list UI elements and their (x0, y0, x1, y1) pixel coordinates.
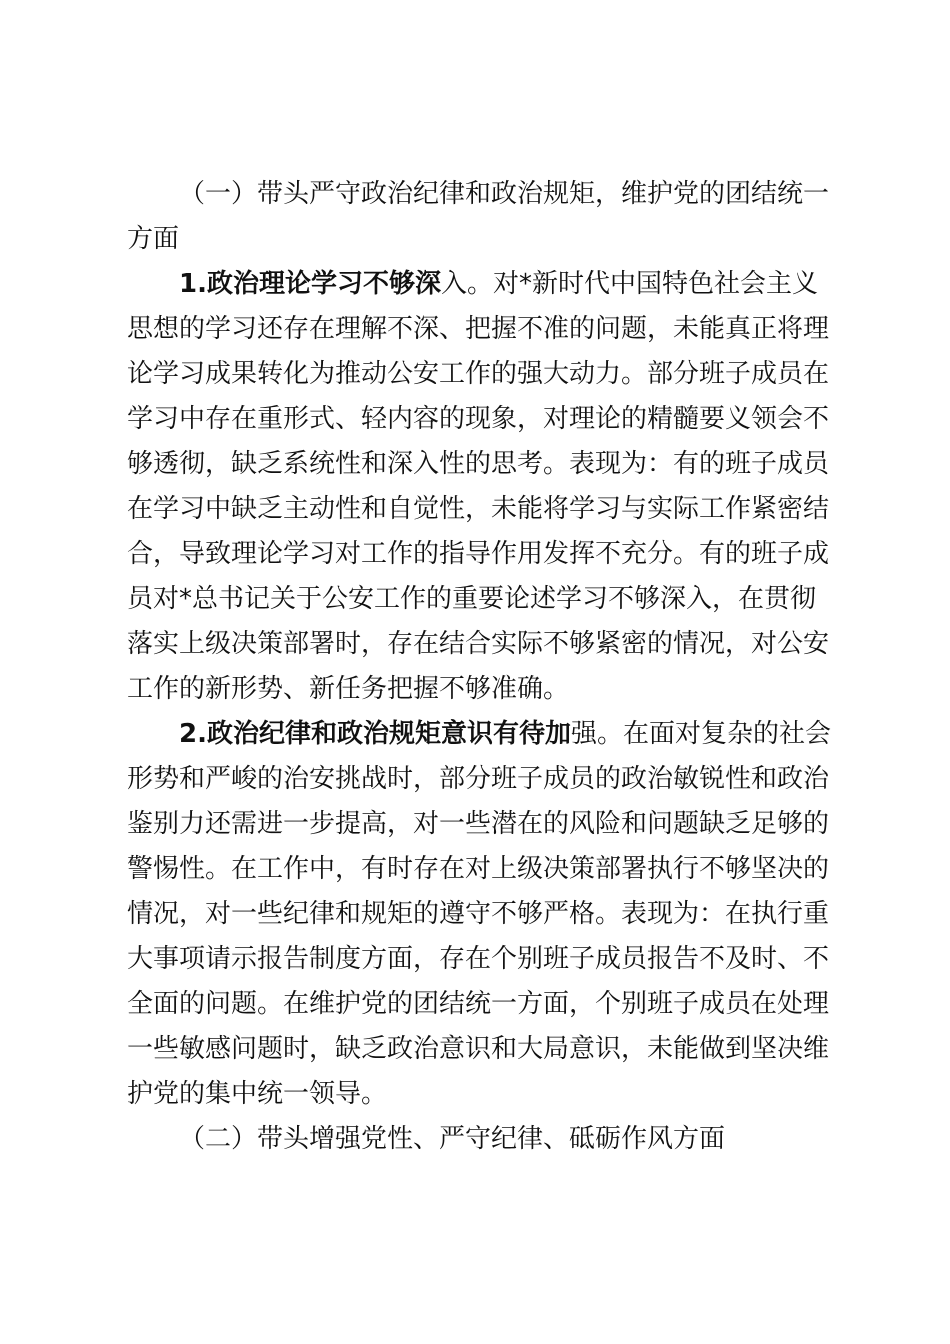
document-body (127, 172, 832, 1162)
item-1-body: 入。对*新时代中国特色社会主义思想的学习还存在理解不深、把握不准的问题，未能真正将理论学习成果转化为推动公安工作的强大动力。部分班子成员在学习中存在重形式、轻内容的现象，对理论的精髓要义领会不够透彻，缺乏系统性和深入性的思考。表现为：有的班子成员在学习中缺乏主动性和自觉性，未能将学习与实际工作紧密结合，导致理论学习对工作的指导作用发挥不充分。有的班子成员对*总书记关于公安工作的重要论述学习不够深入，在贯彻落实上级决策部署时，存在结合实际不够紧密的情况，对公安工作的新形势、新任务把握不够准确。 (127, 269, 830, 704)
section-heading-2: （二）带头增强党性、严守纪律、砥砺作风方面 (179, 1124, 726, 1154)
section-heading-1: （一）带头严守政治纪律和政治规矩，维护党的团结统一方面 (127, 179, 830, 254)
paragraph-item-2 (127, 712, 832, 1117)
item-2-body: 强。在面对复杂的社会形势和严峻的治安挑战时，部分班子成员的政治敏锐性和政治鉴别力还需进一步提高，对一些潜在的风险和问题缺乏足够的警惕性。在工作中，有时存在对上级决策部署执行不够坚决的情况，对一些纪律和规矩的遵守不够严格。表现为：在执行重大事项请示报告制度方面，存在个别班子成员报告不及时、不全面的问题。在维护党的团结统一方面，个别班子成员在处理一些敏感问题时，缺乏政治意识和大局意识，未能做到坚决维护党的集中统一领导。 (127, 719, 831, 1109)
item-2-bold-lead: 2.政治纪律和政治规矩意识有待加 (179, 719, 571, 749)
paragraph-item-1 (127, 262, 832, 712)
item-1-bold-lead: 1.政治理论学习不够深 (179, 269, 441, 299)
